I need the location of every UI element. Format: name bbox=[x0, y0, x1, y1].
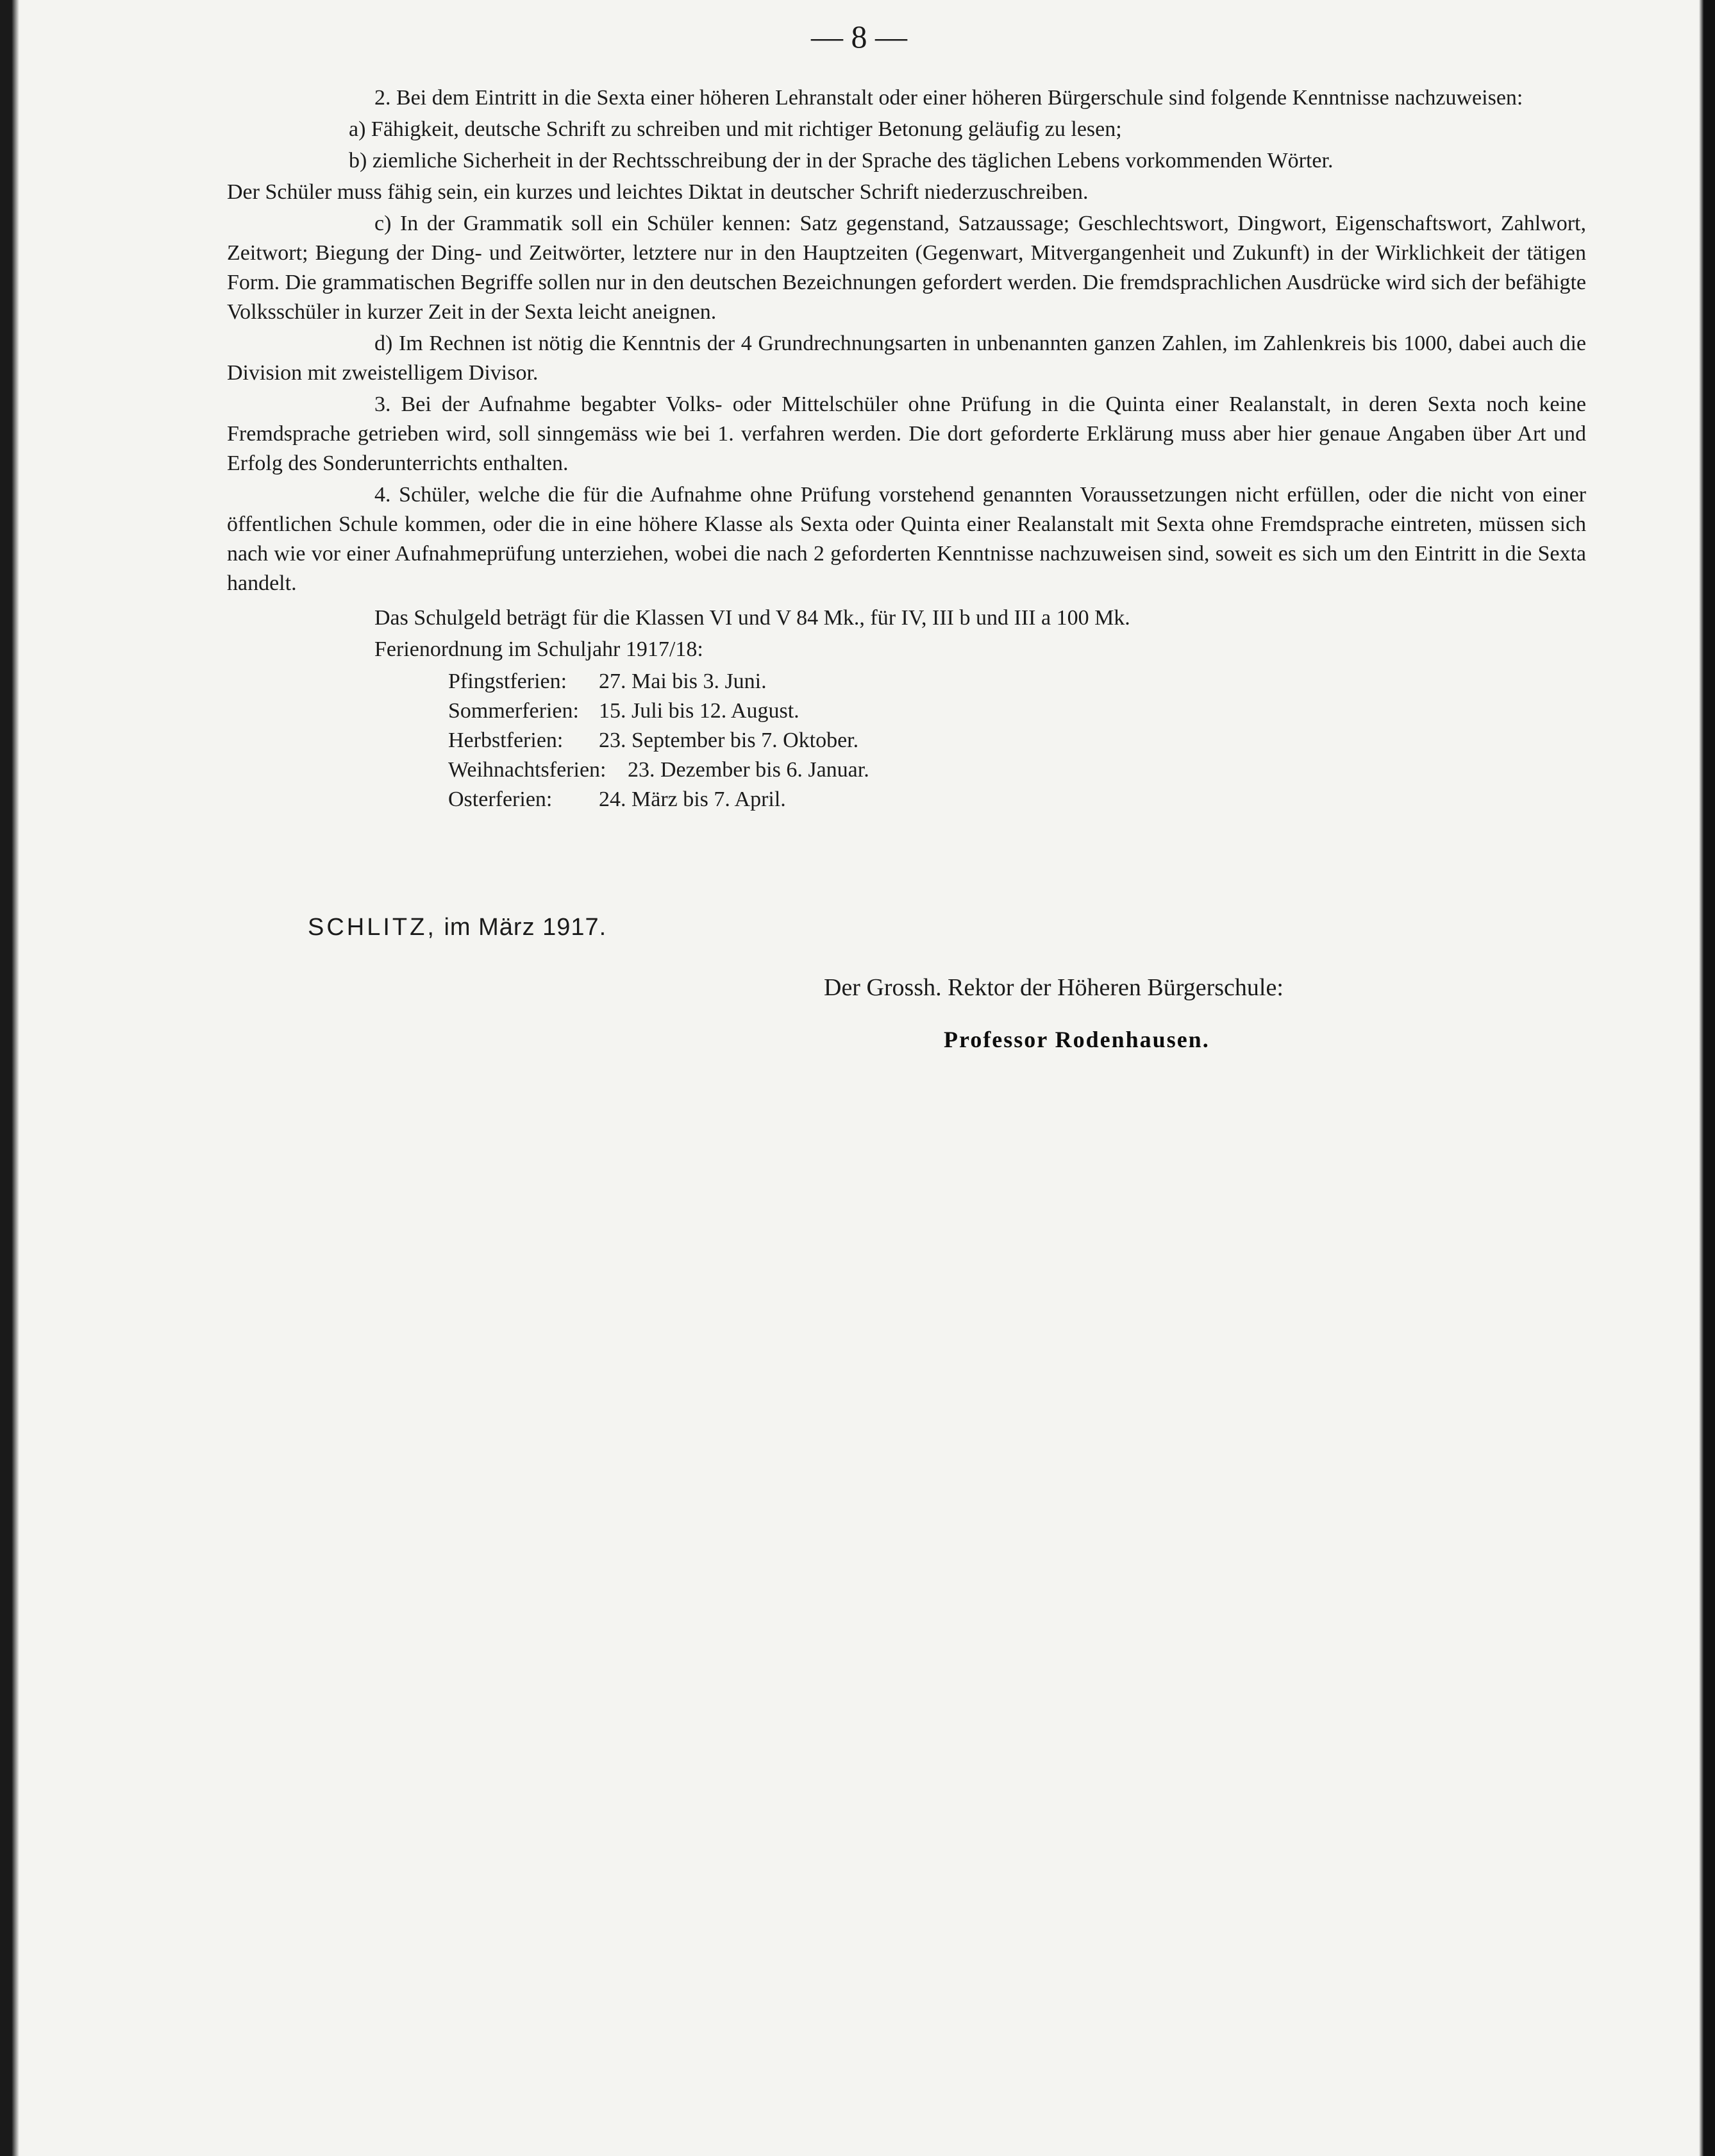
place-and-date bbox=[308, 914, 607, 941]
paragraph-4: 4. Schüler, welche die für die Aufnahme ohne Prüfung vorstehend genannten Voraussetzungen nicht erfüllen, oder die nicht von einer öffentlichen Schule kommen, oder die in eine höhere Klasse als Sexta oder Quinta einer Realanstalt mit Sexta ohne Fremdsprache eintreten, müssen sich nach wie vor einer Aufnahmeprüfung unterziehen, wobei die nach 2 geforderten Kenntnisse nachzuweisen sind, soweit es sich um den Eintritt in die Sexta handelt. bbox=[227, 483, 1586, 595]
vacation-dates: 24. März bis 7. April. bbox=[599, 787, 786, 811]
date-text: im März 1917. bbox=[444, 914, 607, 941]
vacation-name: Osterferien: bbox=[448, 787, 553, 811]
vacation-title: Ferienordnung im Schuljahr 1917/18: bbox=[374, 637, 703, 661]
scan-edge-right bbox=[1699, 0, 1715, 2156]
signoff-line: Der Grossh. Rektor der Höheren Bürgerschule: bbox=[824, 974, 1284, 1001]
body-text bbox=[227, 83, 1586, 814]
vacation-item bbox=[448, 726, 1586, 755]
vacation-dates: 27. Mai bis 3. Juni. bbox=[599, 670, 767, 693]
paragraph-2a: a) Fähigkeit, deutsche Schrift zu schreiben und mit richtiger Betonung geläufig zu lesen; bbox=[349, 117, 1122, 141]
paragraph-2c: c) In der Grammatik soll ein Schüler kennen: Satz gegenstand, Satzaussage; Geschlechtswort, Dingwort, Eigenschaftswort, Zahlwort, Zeitwort; Biegung der Ding- und Zeitwörter, letztere nur in den Hauptzeiten (Gegenwart, Mitvergangenheit und Zukunft) in der Wirklichkeit der tätigen Form. Die grammatischen Begriffe sollen nur in den deutschen Bezeichnungen gefordert werden. Die fremdsprachlichen Ausdrücke wird sich der befähigte Volksschüler in kurzer Zeit in der Sexta leicht aneignen. bbox=[227, 212, 1586, 324]
vacation-name: Sommerferien: bbox=[448, 699, 579, 723]
vacation-name: Pfingstferien: bbox=[448, 670, 567, 693]
paragraph-3: 3. Bei der Aufnahme begabter Volks- oder Mittelschüler ohne Prüfung in die Quinta einer Realanstalt, in deren Sexta noch keine Fremdsprache getrieben wird, soll sinngemäss wie bei 1. verfahren werden. Die dort geforderte Erklärung muss aber hier genaue Angaben über Art und Erfolg des Sonderunterrichts enthalten. bbox=[227, 392, 1586, 475]
page-number: — 8 — bbox=[811, 19, 907, 55]
vacation-item bbox=[448, 755, 1586, 785]
vacation-name: Weihnachtsferien: bbox=[448, 758, 607, 782]
paragraph-2d: d) Im Rechnen ist nötig die Kenntnis der 4 Grundrechnungsarten in unbenannten ganzen Zahlen, im Zahlenkreis bis 1000, dabei auch die Division mit zweistelligem Divisor. bbox=[227, 332, 1586, 385]
scan-edge-left bbox=[0, 0, 19, 2156]
paragraph-2b-continued: Der Schüler muss fähig sein, ein kurzes und leichtes Diktat in deutscher Schrift niederzuschreiben. bbox=[227, 180, 1089, 204]
vacation-item bbox=[448, 785, 1586, 814]
signature-name: Professor Rodenhausen. bbox=[944, 1027, 1210, 1052]
vacation-name: Herbstferien: bbox=[448, 728, 564, 752]
vacation-item bbox=[448, 696, 1586, 726]
vacation-dates: 15. Juli bis 12. August. bbox=[599, 699, 799, 723]
place-name: SCHLITZ, bbox=[308, 914, 437, 941]
paragraph-2: 2. Bei dem Eintritt in die Sexta einer höheren Lehranstalt oder einer höheren Bürgerschule sind folgende Kenntnisse nachzuweisen: bbox=[374, 86, 1523, 110]
vacation-list bbox=[448, 667, 1586, 814]
vacation-dates: 23. Dezember bis 6. Januar. bbox=[628, 758, 869, 782]
vacation-item bbox=[448, 667, 1586, 696]
vacation-dates: 23. September bis 7. Oktober. bbox=[599, 728, 859, 752]
school-fees: Das Schulgeld beträgt für die Klassen VI und V 84 Mk., für IV, III b und III a 100 Mk. bbox=[374, 606, 1130, 630]
paragraph-2b: b) ziemliche Sicherheit in der Rechtsschreibung der in der Sprache des täglichen Lebens vorkommenden Wörter. bbox=[349, 149, 1334, 173]
